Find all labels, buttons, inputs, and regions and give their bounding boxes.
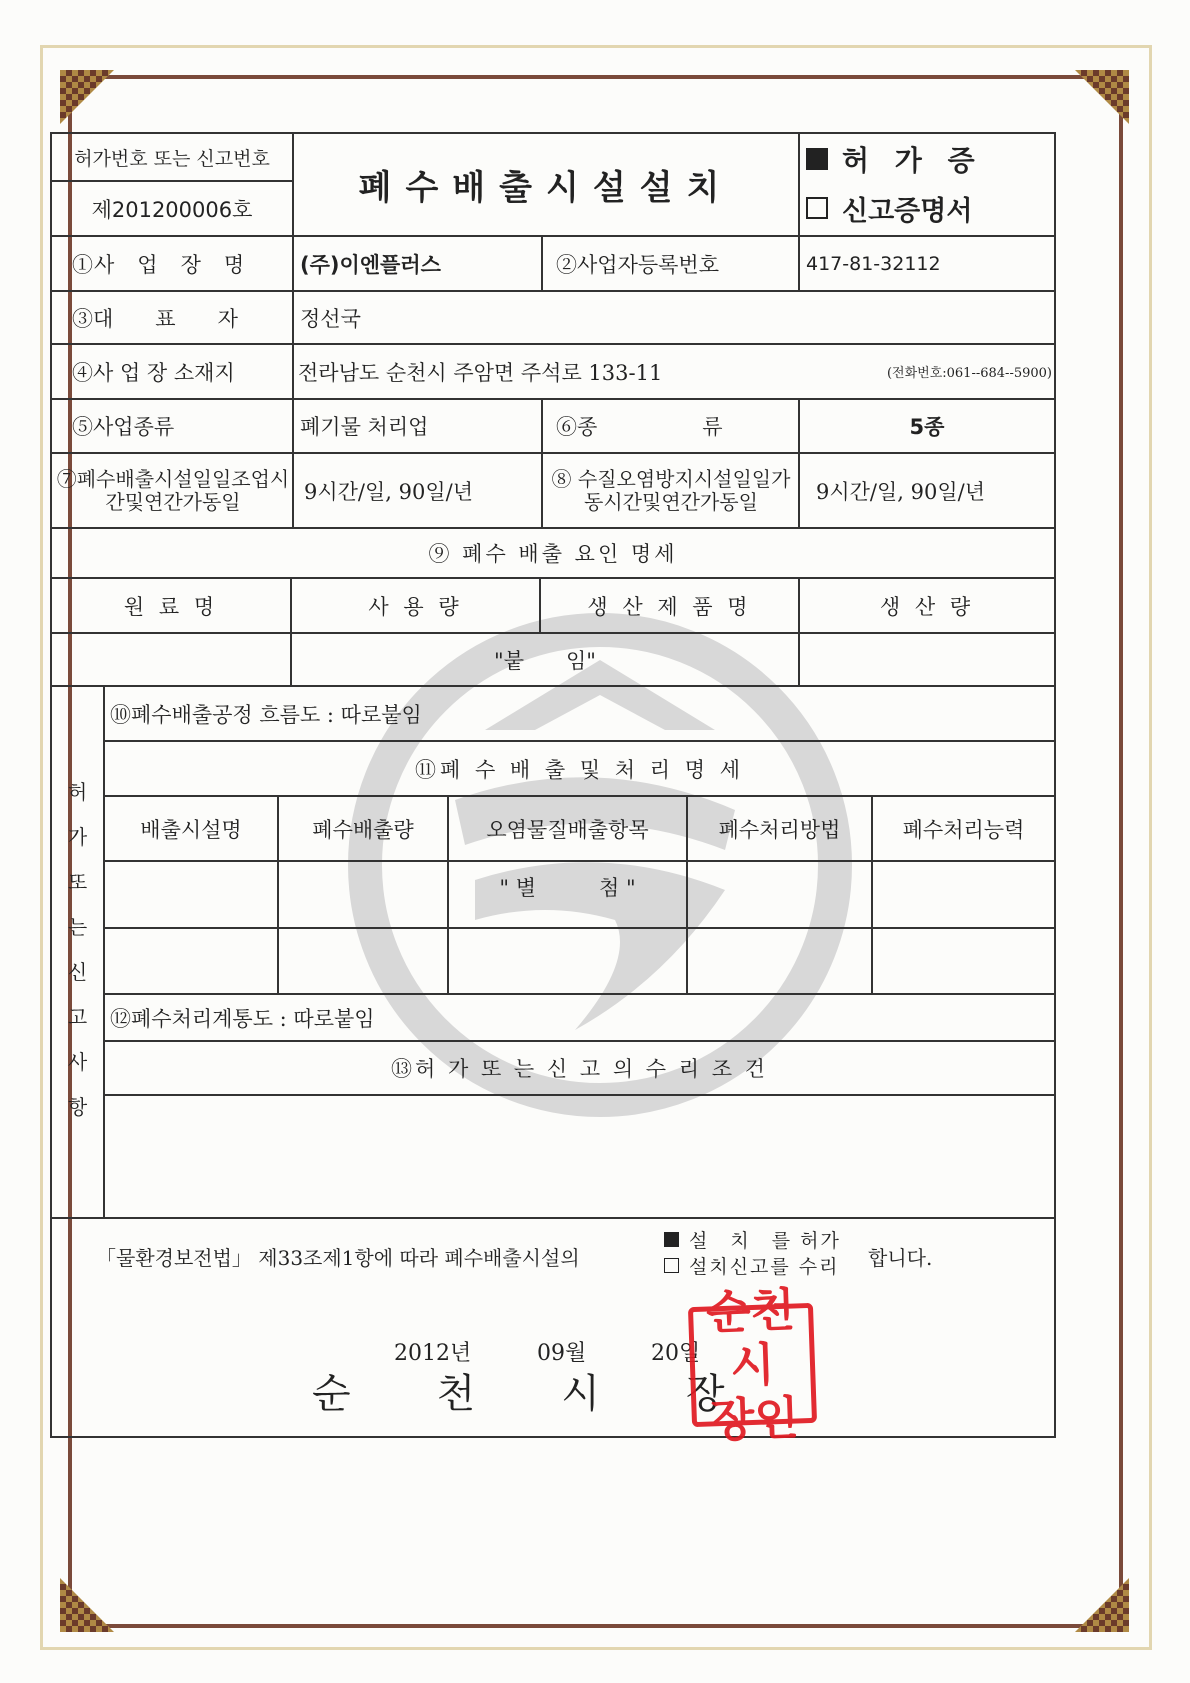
biz-type: 폐기물 처리업 xyxy=(300,415,429,439)
separate-note: " 별 첨 " xyxy=(499,876,636,900)
issuer: 순 천 시 장 xyxy=(312,1370,727,1417)
water-label: ⑧ 수질오염방지시설일일가동시간및연간가동일 xyxy=(551,466,791,514)
section9-title: ⑨ 폐수 배출 요인 명세 xyxy=(428,542,678,566)
report-checkbox-icon xyxy=(806,197,828,219)
option-report-accept xyxy=(664,1252,864,1278)
col-pollutants: 오염물질배출항목 xyxy=(486,817,649,842)
business-name: (주)이엔플러스 xyxy=(300,252,441,277)
date-day: 20일 xyxy=(651,1340,701,1366)
section11-title: ⑪폐 수 배 출 및 처 리 명 세 xyxy=(415,757,744,782)
ending-text: 합니다. xyxy=(868,1245,933,1270)
date-year: 2012년 xyxy=(394,1340,472,1366)
col-product: 생 산 제 품 명 xyxy=(587,594,752,619)
phone: (전화번호:061--684--5900) xyxy=(886,366,1052,381)
section10: ⑩폐수배출공정 흐름도 : 따로붙임 xyxy=(110,702,422,727)
col-facility: 배출시설명 xyxy=(140,817,242,842)
option-report xyxy=(806,184,1054,232)
section13-title: ⑬허 가 또 는 신 고 의 수 리 조 건 xyxy=(391,1057,768,1081)
business-name-label: ①사 업 장 명 xyxy=(72,252,246,277)
hours: 9시간/일, 90일/년 xyxy=(304,479,474,504)
permit-number-value: 제201200006호 xyxy=(91,197,253,222)
kind-label: ⑥종 류 xyxy=(556,415,723,439)
col-output: 생 산 량 xyxy=(879,594,975,619)
representative-label: ③대 표 자 xyxy=(72,306,238,331)
law-text: 「물환경보전법」 제33조제1항에 따라 폐수배출시설의 xyxy=(96,1245,580,1270)
official-seal-stamp: 순천시 장인 xyxy=(688,1303,817,1427)
section12: ⑫폐수처리계통도 : 따로붙임 xyxy=(110,1006,375,1031)
reg-no: 417-81-32112 xyxy=(806,252,941,275)
col-usage: 사 용 량 xyxy=(368,594,463,619)
col-capacity: 폐수처리능력 xyxy=(902,817,1025,842)
option-report-accept-label: 설치신고를 수리 xyxy=(689,1255,840,1278)
permit-checkbox-icon xyxy=(806,148,828,170)
option-report-label: 신고증명서 xyxy=(842,195,973,227)
representative: 정선국 xyxy=(300,306,361,331)
address-label: ④사 업 장 소재지 xyxy=(72,360,235,385)
install-checkbox-icon xyxy=(664,1232,679,1247)
hours-label: ⑦폐수배출시설일일조업시간및연간가동일 xyxy=(56,466,290,514)
option-install-label: 설 치 를 허가 xyxy=(689,1229,841,1252)
option-permit-label: 허 가 증 xyxy=(842,144,983,177)
side-label: 허 가 또 는 신 고 사 항 xyxy=(67,780,88,1119)
permit-number-label: 허가번호 또는 신고번호 xyxy=(74,147,270,170)
reg-no-label: ②사업자등록번호 xyxy=(556,252,720,277)
report-accept-checkbox-icon xyxy=(664,1258,679,1273)
address: 전라남도 순천시 주암면 주석로 133-11 xyxy=(298,360,663,385)
option-install xyxy=(664,1226,864,1252)
col-material: 원 료 명 xyxy=(123,594,219,619)
water-hours: 9시간/일, 90일/년 xyxy=(816,479,986,504)
attached-note: "붙 임" xyxy=(494,648,596,673)
option-permit xyxy=(806,136,1054,182)
document-title: 폐수배출시설설치 xyxy=(358,168,734,208)
date-month: 09월 xyxy=(537,1340,587,1366)
biz-type-label: ⑤사업종류 xyxy=(72,415,175,439)
kind: 5종 xyxy=(909,415,945,439)
col-method: 폐수처리방법 xyxy=(718,817,841,842)
col-discharge: 폐수배출량 xyxy=(312,817,414,842)
